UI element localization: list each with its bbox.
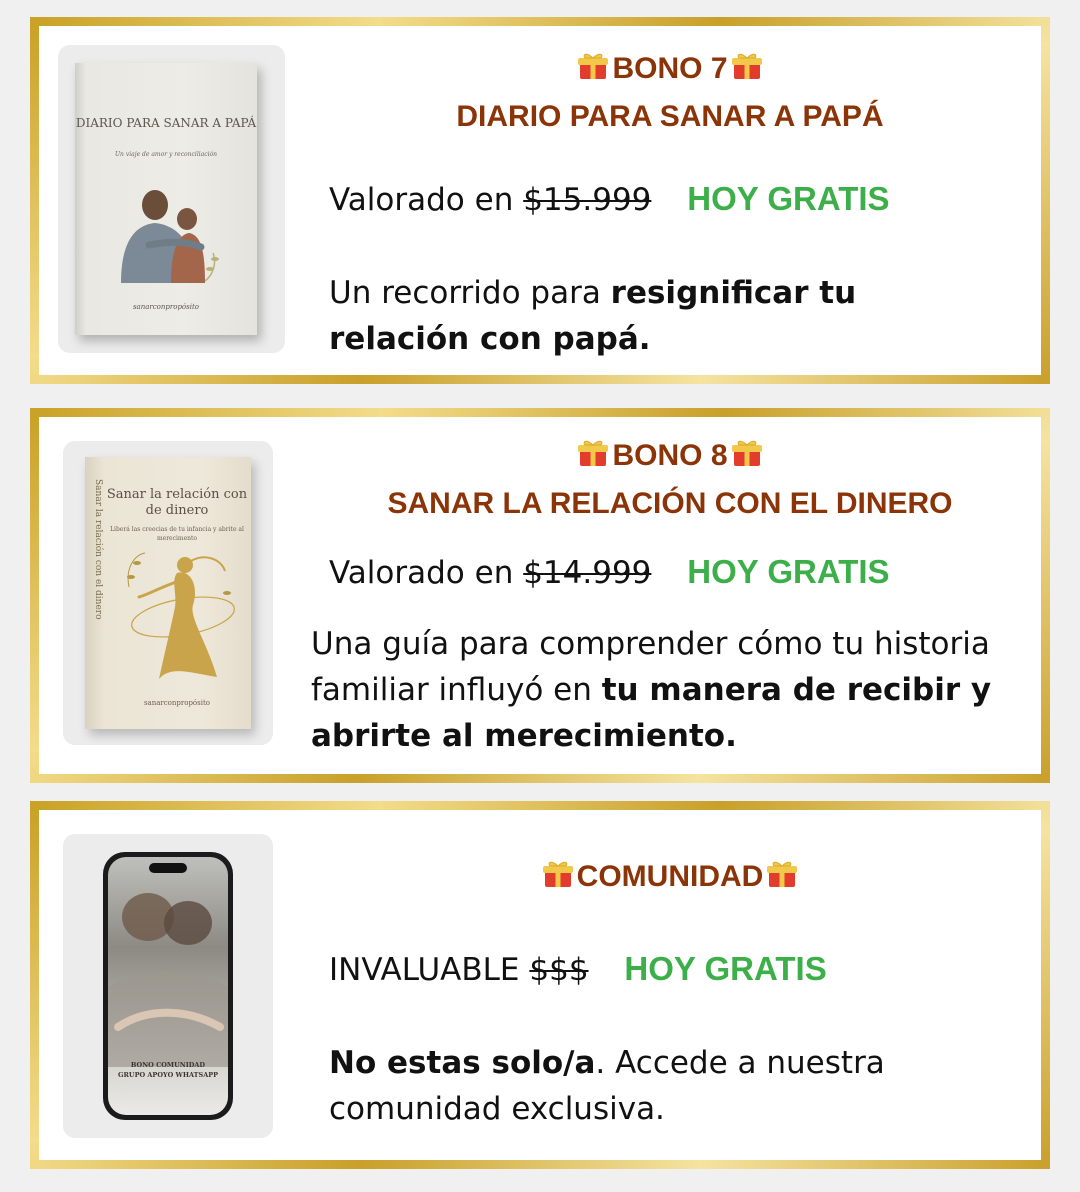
father-son-illustration	[109, 183, 229, 283]
price-prefix: INVALUABLE	[329, 952, 520, 988]
hug-photo	[108, 877, 228, 1067]
book-title: DIARIO PARA SANAR A PAPÁ	[75, 116, 257, 130]
bonus-8-title: SANAR LA RELACIÓN CON EL DINERO	[387, 487, 953, 520]
bonus-8-price	[329, 553, 890, 591]
gift-icon	[731, 50, 763, 82]
gift-icon	[731, 437, 763, 469]
golden-woman-illustration	[121, 547, 239, 687]
bonus-7-card	[30, 17, 1050, 384]
community-phone-image	[63, 834, 273, 1138]
bonus-8-description	[311, 621, 1011, 759]
community-price	[329, 950, 827, 988]
book-cover	[75, 63, 257, 335]
desc-plain: . Accede a nuestra comunidad exclusiva.	[329, 1045, 885, 1127]
price-free: HOY GRATIS	[687, 180, 890, 217]
price-old: $$$	[529, 952, 589, 988]
bonus-7-heading	[299, 50, 1041, 86]
bonus-8-card	[30, 408, 1050, 783]
bonus-7-description	[329, 270, 929, 362]
bonus-8-heading	[299, 437, 1041, 473]
phone-mockup	[103, 852, 233, 1120]
phone-caption-2: GRUPO APOYO WHATSAPP	[117, 1071, 219, 1079]
desc-plain: Un recorrido para	[329, 275, 611, 311]
diario-papa-book-image	[58, 45, 285, 353]
book-subtitle: Un viaje de amor y reconciliación	[115, 151, 217, 158]
book-title: Sanar la relación con de dinero	[106, 487, 248, 518]
price-free: HOY GRATIS	[687, 553, 890, 590]
price-old: $15.999	[523, 182, 652, 218]
community-description	[329, 1040, 949, 1132]
desc-bold: tu manera de recibir y abrirte al merecimiento.	[311, 672, 992, 754]
book-cover	[85, 457, 251, 729]
phone-screen	[108, 857, 228, 1115]
book-brand: sanarconpropósito	[143, 699, 211, 707]
desc-bold: No estas solo/a	[329, 1045, 596, 1081]
phone-caption-1: BONO COMUNIDAD	[130, 1061, 206, 1069]
bonus-7-label: BONO 7	[612, 52, 728, 85]
book-spine: Sanar la relación con el dinero	[93, 479, 103, 620]
book-subtitle: Liberá las creecias de tu infancia y abrite al merecimento	[110, 526, 244, 542]
book-brand: sanarconpropósito	[132, 303, 200, 311]
sanar-dinero-book-image	[63, 441, 273, 745]
price-free: HOY GRATIS	[624, 950, 827, 987]
desc-plain: Una guía para comprender cómo tu historia familiar influyó en	[311, 626, 990, 708]
community-card	[30, 801, 1050, 1169]
price-prefix: Valorado en	[329, 555, 514, 591]
gift-icon	[577, 437, 609, 469]
desc-bold: resignificar tu relación con papá.	[329, 275, 857, 357]
gift-icon	[542, 858, 574, 890]
phone-notch	[149, 863, 187, 873]
gift-icon	[577, 50, 609, 82]
bonus-8-label: BONO 8	[612, 439, 728, 472]
community-heading	[299, 858, 1041, 894]
price-prefix: Valorado en	[329, 182, 514, 218]
community-label: COMUNIDAD	[576, 860, 764, 893]
bonus-7-title: DIARIO PARA SANAR A PAPÁ	[456, 100, 884, 133]
price-old: $14.999	[523, 555, 652, 591]
gift-icon	[766, 858, 798, 890]
bonus-7-price	[329, 180, 890, 218]
